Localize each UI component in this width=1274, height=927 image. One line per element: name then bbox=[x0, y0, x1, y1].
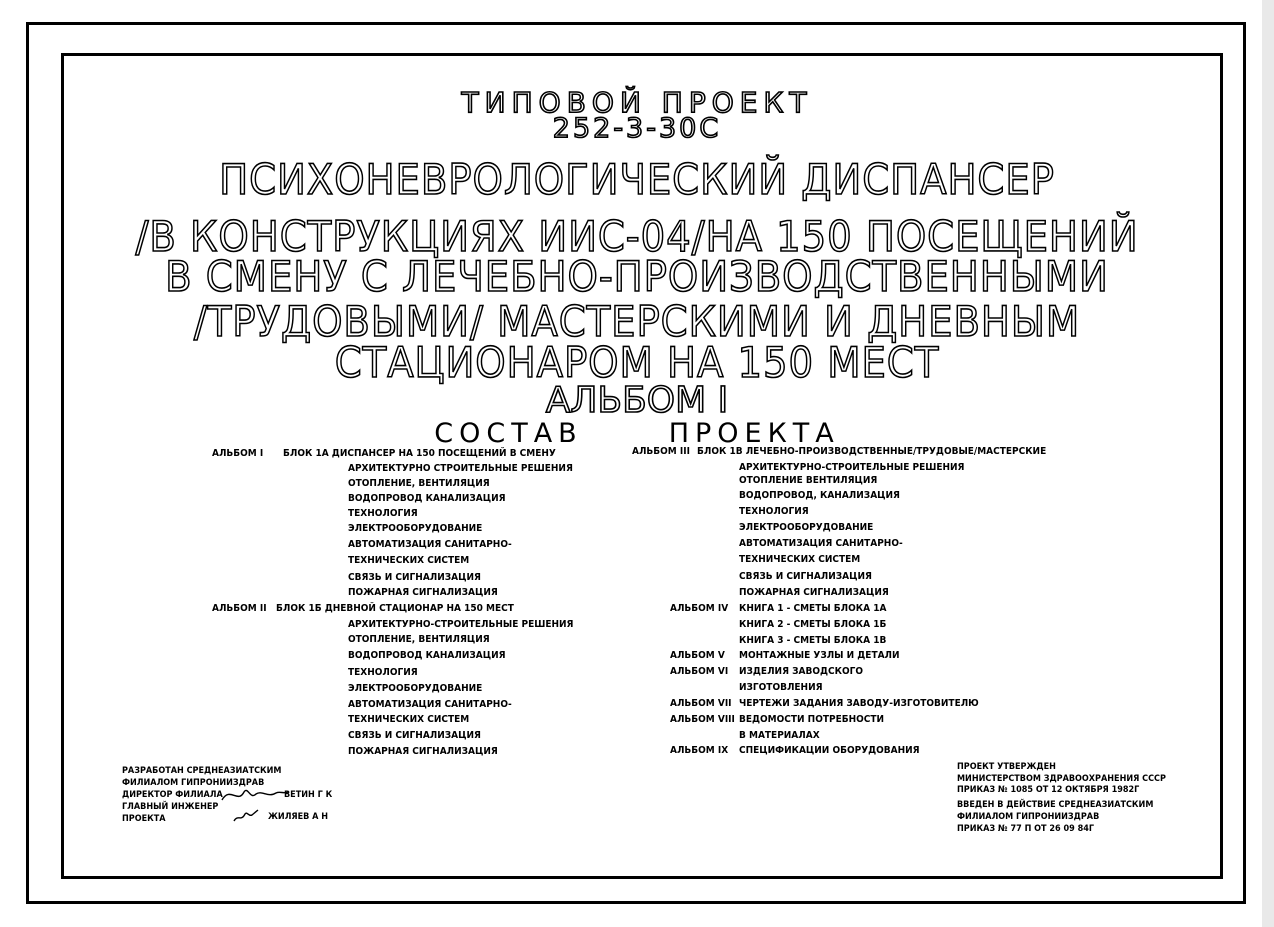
list-item: ТЕХНИЧЕСКИХ СИСТЕМ bbox=[739, 554, 861, 565]
list-item: ТЕХНОЛОГИЯ bbox=[739, 506, 809, 517]
list-item: В МАТЕРИАЛАХ bbox=[739, 730, 820, 741]
list-item: АВТОМАТИЗАЦИЯ САНИТАРНО- bbox=[348, 539, 512, 550]
title-line-1: ПСИХОНЕВРОЛОГИЧЕСКИЙ ДИСПАНСЕР bbox=[219, 155, 1055, 204]
list-item: ПОЖАРНАЯ СИГНАЛИЗАЦИЯ bbox=[348, 746, 498, 757]
director-label: ДИРЕКТОР ФИЛИАЛА bbox=[122, 790, 223, 800]
list-item: ВЕДОМОСТИ ПОТРЕБНОСТИ bbox=[739, 714, 885, 725]
list-item: СВЯЗЬ И СИГНАЛИЗАЦИЯ bbox=[739, 571, 872, 582]
composition-heading bbox=[0, 418, 1274, 449]
approval-line: ФИЛИАЛОМ ГИПРОНИИЗДРАВ bbox=[957, 812, 1100, 822]
album-number: АЛЬБОМ I bbox=[545, 380, 729, 421]
album-9-label: АЛЬБОМ IX bbox=[670, 745, 729, 756]
list-item: ЭЛЕКТРООБОРУДОВАНИЕ bbox=[348, 523, 483, 534]
album-2-label: АЛЬБОМ II bbox=[212, 603, 267, 614]
list-item: ОТОПЛЕНИЕ, ВЕНТИЛЯЦИЯ bbox=[348, 478, 490, 489]
list-item: ЧЕРТЕЖИ ЗАДАНИЯ ЗАВОДУ-ИЗГОТОВИТЕЛЮ bbox=[739, 698, 979, 709]
list-item: АРХИТЕКТУРНО-СТРОИТЕЛЬНЫЕ РЕШЕНИЯ bbox=[348, 619, 574, 630]
list-item: ВОДОПРОВОД КАНАЛИЗАЦИЯ bbox=[348, 493, 506, 504]
block-1a: БЛОК 1А ДИСПАНСЕР НА 150 ПОСЕЩЕНИЙ В СМЕНУ bbox=[283, 448, 556, 459]
album-4-label: АЛЬБОМ IV bbox=[670, 603, 729, 614]
list-item: ТЕХНОЛОГИЯ bbox=[348, 667, 418, 678]
chief-engineer-label-2: ПРОЕКТА bbox=[122, 814, 166, 824]
approval-line: ПРИКАЗ № 77 П ОТ 26 09 84Г bbox=[957, 824, 1094, 834]
title-line-5: СТАЦИОНАРОМ НА 150 МЕСТ bbox=[334, 338, 940, 387]
list-item: КНИГА 1 - СМЕТЫ БЛОКА 1А bbox=[739, 603, 887, 614]
list-item: МОНТАЖНЫЕ УЗЛЫ И ДЕТАЛИ bbox=[739, 650, 900, 661]
list-item: АВТОМАТИЗАЦИЯ САНИТАРНО- bbox=[348, 699, 512, 710]
approval-line: ПРИКАЗ № 1085 ОТ 12 ОКТЯБРЯ 1982Г bbox=[957, 785, 1140, 795]
list-item: ТЕХНОЛОГИЯ bbox=[348, 508, 418, 519]
list-item: АРХИТЕКТУРНО-СТРОИТЕЛЬНЫЕ РЕШЕНИЯ bbox=[739, 462, 965, 473]
approval-line: ВВЕДЕН В ДЕЙСТВИЕ СРЕДНЕАЗИАТСКИМ bbox=[957, 800, 1154, 810]
list-item: ИЗГОТОВЛЕНИЯ bbox=[739, 682, 823, 693]
developer-line: ФИЛИАЛОМ ГИПРОНИИЗДРАВ bbox=[122, 778, 265, 788]
album-6-label: АЛЬБОМ VI bbox=[670, 666, 729, 677]
title-line-4: /ТРУДОВЫМИ/ МАСТЕРСКИМИ И ДНЕВНЫМ bbox=[193, 297, 1081, 346]
director-name: ВЕТИН Г К bbox=[284, 790, 333, 800]
list-item: ЭЛЕКТРООБОРУДОВАНИЕ bbox=[348, 683, 483, 694]
list-item: СПЕЦИФИКАЦИИ ОБОРУДОВАНИЯ bbox=[739, 745, 920, 756]
list-item: КНИГА 3 - СМЕТЫ БЛОКА 1В bbox=[739, 635, 887, 646]
list-item: ИЗДЕЛИЯ ЗАВОДСКОГО bbox=[739, 666, 863, 677]
list-item: ОТОПЛЕНИЕ ВЕНТИЛЯЦИЯ bbox=[739, 475, 878, 486]
album-3-label: АЛЬБОМ III bbox=[632, 446, 690, 457]
album-8-label: АЛЬБОМ VIII bbox=[670, 714, 735, 725]
chief-engineer-name: ЖИЛЯЕВ А Н bbox=[268, 812, 329, 822]
block-1b: БЛОК 1Б ДНЕВНОЙ СТАЦИОНАР НА 150 МЕСТ bbox=[276, 603, 514, 614]
album-5-label: АЛЬБОМ V bbox=[670, 650, 725, 661]
album-1-label: АЛЬБОМ I bbox=[212, 448, 264, 459]
block-1v: БЛОК 1В ЛЕЧЕБНО-ПРОИЗВОДСТВЕННЫЕ/ТРУДОВЫЕ/МАСТЕРСКИЕ bbox=[697, 446, 1047, 457]
project-number: 252-3-30С bbox=[552, 113, 722, 144]
director-signature bbox=[220, 784, 290, 806]
list-item: ЭЛЕКТРООБОРУДОВАНИЕ bbox=[739, 522, 874, 533]
list-item: ПОЖАРНАЯ СИГНАЛИЗАЦИЯ bbox=[348, 587, 498, 598]
list-item: СВЯЗЬ И СИГНАЛИЗАЦИЯ bbox=[348, 572, 481, 583]
list-item: ТЕХНИЧЕСКИХ СИСТЕМ bbox=[348, 555, 470, 566]
list-item: АРХИТЕКТУРНО СТРОИТЕЛЬНЫЕ РЕШЕНИЯ bbox=[348, 463, 573, 474]
developer-line: РАЗРАБОТАН СРЕДНЕАЗИАТСКИМ bbox=[122, 766, 282, 776]
project-type: ТИПОВОЙ ПРОЕКТ bbox=[461, 86, 813, 119]
title-line-3: В СМЕНУ С ЛЕЧЕБНО-ПРОИЗВОДСТВЕННЫМИ bbox=[165, 252, 1109, 301]
list-item: ТЕХНИЧЕСКИХ СИСТЕМ bbox=[348, 714, 470, 725]
list-item: СВЯЗЬ И СИГНАЛИЗАЦИЯ bbox=[348, 730, 481, 741]
list-item: ВОДОПРОВОД, КАНАЛИЗАЦИЯ bbox=[739, 490, 900, 501]
title-line-2: /В КОНСТРУКЦИЯХ ИИС-04/НА 150 ПОСЕЩЕНИЙ bbox=[135, 212, 1139, 261]
list-item: ОТОПЛЕНИЕ, ВЕНТИЛЯЦИЯ bbox=[348, 634, 490, 645]
list-item: КНИГА 2 - СМЕТЫ БЛОКА 1Б bbox=[739, 619, 887, 630]
list-item: ПОЖАРНАЯ СИГНАЛИЗАЦИЯ bbox=[739, 587, 889, 598]
approval-line: МИНИСТЕРСТВОМ ЗДРАВООХРАНЕНИЯ СССР bbox=[957, 774, 1166, 784]
approval-line: ПРОЕКТ УТВЕРЖДЕН bbox=[957, 762, 1056, 772]
composition-right: ПРОЕКТА bbox=[668, 418, 840, 449]
list-item: АВТОМАТИЗАЦИЯ САНИТАРНО- bbox=[739, 538, 903, 549]
engineer-signature bbox=[232, 808, 260, 824]
list-item: ВОДОПРОВОД КАНАЛИЗАЦИЯ bbox=[348, 650, 506, 661]
chief-engineer-label: ГЛАВНЫЙ ИНЖЕНЕР bbox=[122, 802, 219, 812]
album-7-label: АЛЬБОМ VII bbox=[670, 698, 732, 709]
composition-left: СОСТАВ bbox=[434, 418, 583, 449]
